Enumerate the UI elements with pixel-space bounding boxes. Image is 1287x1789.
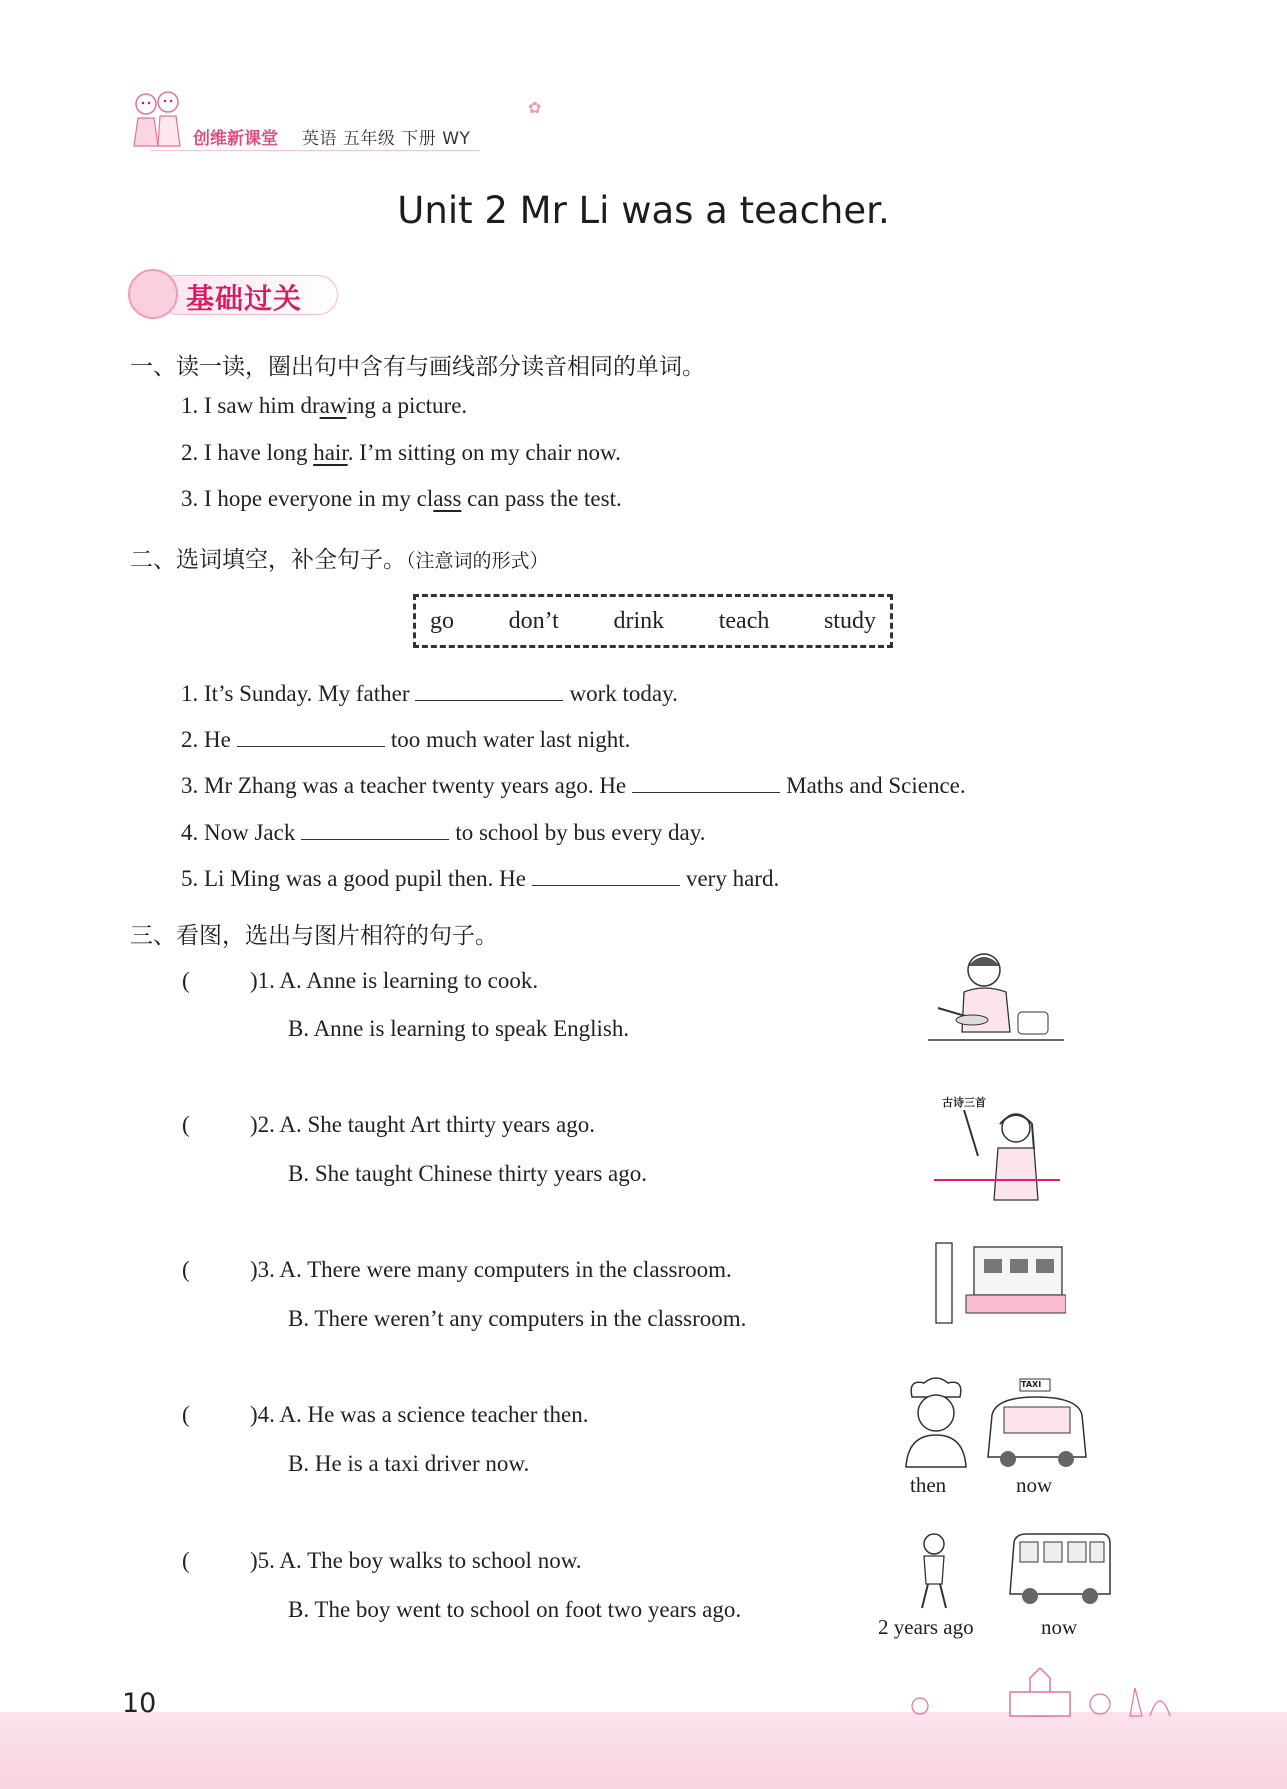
footer-band xyxy=(0,1712,1287,1789)
section2-note: （注意词的形式） xyxy=(406,550,549,572)
page-number: 10 xyxy=(122,1688,157,1719)
section-badge xyxy=(128,267,348,319)
section1-heading: 一、读一读，圈出句中含有与画线部分读音相同的单词。 xyxy=(130,354,705,380)
girl-face-icon xyxy=(128,269,178,319)
answer-blank[interactable] xyxy=(415,678,563,701)
underlined-part: ass xyxy=(433,486,462,511)
underlined-part: aw xyxy=(319,393,347,418)
cooking-girl-picture xyxy=(928,948,1064,1046)
flower-icon: ✿ xyxy=(528,100,542,117)
section2-item-4: 4. Now Jack to school by bus every day. xyxy=(181,817,706,846)
section3-item-1-b: B. Anne is learning to speak English. xyxy=(288,1016,630,1041)
book-meta: 英语 五年级 下册 WY xyxy=(302,129,471,149)
section3-item-2-b: B. She taught Chinese thirty years ago. xyxy=(288,1161,647,1186)
section3-item-3-a: )3. A. There were many computers in the classroom. xyxy=(250,1257,732,1282)
taxi-picture xyxy=(982,1377,1092,1469)
teacher-pointing-picture xyxy=(934,1110,1060,1204)
answer-paren[interactable]: ( xyxy=(182,968,190,993)
caption-then: then xyxy=(910,1473,947,1497)
section2-item-5: 5. Li Ming was a good pupil then. He very hard. xyxy=(181,863,779,892)
word-study: study xyxy=(823,607,876,634)
answer-blank[interactable] xyxy=(632,770,780,793)
section1-item-2: 2. I have long hair. I’m sitting on my chair now. xyxy=(181,440,621,465)
section3-item-3-b: B. There weren’t any computers in the classroom. xyxy=(288,1306,747,1331)
word-go: go xyxy=(430,607,454,634)
kids-logo-icon xyxy=(128,88,186,154)
classroom-computers-picture xyxy=(934,1241,1066,1331)
answer-blank[interactable] xyxy=(301,817,449,840)
section2-heading: 二、选词填空，补全句子。（注意词的形式） xyxy=(130,547,549,573)
section1-item-3: 3. I hope everyone in my class can pass the test. xyxy=(181,486,622,511)
caption-now-bus: now xyxy=(1041,1615,1078,1639)
taxi-sign: TAXI xyxy=(1021,1380,1042,1389)
answer-paren[interactable]: ( xyxy=(182,1112,190,1137)
word-bank xyxy=(413,594,893,648)
section3-item-5-a: )5. A. The boy walks to school now. xyxy=(250,1548,582,1573)
section2-item-3: 3. Mr Zhang was a teacher twenty years ago. He Maths and Science. xyxy=(181,770,966,799)
section3-item-4-b: B. He is a taxi driver now. xyxy=(288,1451,530,1476)
board-text: 古诗三首 xyxy=(942,1096,986,1109)
answer-blank[interactable] xyxy=(237,724,385,747)
caption-now: now xyxy=(1016,1473,1053,1497)
walking-boy-picture xyxy=(912,1532,956,1612)
section3-item-4-a: )4. A. He was a science teacher then. xyxy=(250,1402,589,1427)
word-dont: don’t xyxy=(508,607,559,634)
castle-decoration-icon xyxy=(880,1668,1180,1720)
section1-item-1: 1. I saw him drawing a picture. xyxy=(181,393,468,418)
answer-blank[interactable] xyxy=(532,863,680,886)
badge-label: 基础过关 xyxy=(186,282,303,315)
caption-2-years-ago: 2 years ago xyxy=(878,1615,974,1639)
school-bus-picture xyxy=(1006,1528,1114,1608)
underlined-part: hair xyxy=(313,440,348,465)
brand-name: 创维新课堂 xyxy=(193,129,278,149)
answer-paren[interactable]: ( xyxy=(182,1548,190,1573)
answer-paren[interactable]: ( xyxy=(182,1257,190,1282)
section2-item-1: 1. It’s Sunday. My father work today. xyxy=(181,678,678,707)
header-divider xyxy=(150,150,480,151)
section2-item-2: 2. He too much water last night. xyxy=(181,724,630,753)
section3-item-2-a: )2. A. She taught Art thirty years ago. xyxy=(250,1112,595,1137)
section3-heading: 三、看图，选出与图片相符的句子。 xyxy=(130,923,498,949)
section3-item-5-b: B. The boy went to school on foot two years ago. xyxy=(288,1597,742,1622)
word-drink: drink xyxy=(613,607,665,634)
chef-picture xyxy=(898,1377,974,1469)
section3-item-1-a: )1. A. Anne is learning to cook. xyxy=(250,968,539,993)
word-teach: teach xyxy=(718,607,770,634)
unit-title: Unit 2 Mr Li was a teacher. xyxy=(397,189,890,232)
answer-paren[interactable]: ( xyxy=(182,1402,190,1427)
